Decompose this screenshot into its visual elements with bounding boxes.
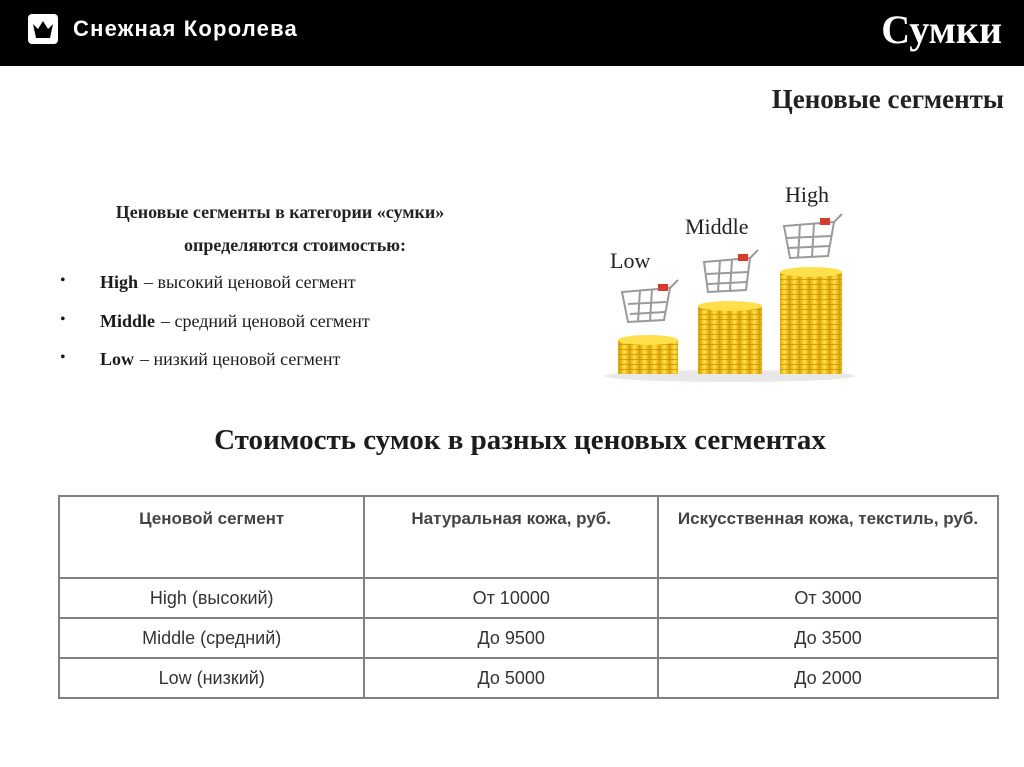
segment-term: Middle xyxy=(100,310,156,331)
bullet-icon: • xyxy=(60,349,66,366)
table-title: Стоимость сумок в разных ценовых сегментах xyxy=(214,424,826,456)
price-segments-illustration xyxy=(600,180,860,385)
table-cell: До 9500 xyxy=(364,618,658,658)
table-cell: До 3500 xyxy=(658,618,998,658)
list-item xyxy=(60,272,370,311)
table-cell: До 2000 xyxy=(658,658,998,698)
table-cell: До 5000 xyxy=(364,658,658,698)
list-item xyxy=(60,311,370,350)
table-cell: От 10000 xyxy=(364,578,658,618)
label-middle: Middle xyxy=(685,214,749,239)
label-high: High xyxy=(785,182,829,207)
section-title: Сумки xyxy=(881,7,1002,52)
label-low: Low xyxy=(610,248,651,273)
header-bar xyxy=(0,0,1024,66)
segment-term: Low xyxy=(100,349,135,369)
intro-text xyxy=(60,202,560,256)
bullet-icon: • xyxy=(60,310,66,328)
brand-logo[interactable] xyxy=(28,14,298,44)
price-table xyxy=(58,495,999,699)
column-header-natural-leather: Натуральная кожа, руб. xyxy=(364,496,658,578)
table-cell: От 3000 xyxy=(658,578,998,618)
table-row xyxy=(59,578,998,618)
segment-list xyxy=(60,272,370,388)
table-cell: High (высокий) xyxy=(59,578,364,618)
list-item xyxy=(60,349,370,388)
coin-stacks-icon xyxy=(600,180,860,385)
column-header-segment: Ценовой сегмент xyxy=(59,496,364,578)
segment-desc: – средний ценовой сегмент xyxy=(161,310,370,331)
brand-name: Снежная Королева xyxy=(73,16,298,41)
crown-icon xyxy=(28,14,58,44)
column-header-faux-leather: Искусственная кожа, текстиль, руб. xyxy=(658,496,998,578)
slide-title: Ценовые сегменты xyxy=(771,84,1004,114)
table-header-row xyxy=(59,496,998,578)
segment-desc: – низкий ценовой сегмент xyxy=(140,349,341,369)
segment-term: High xyxy=(100,272,139,292)
table-cell: Low (низкий) xyxy=(59,658,364,698)
bullet-icon: • xyxy=(60,272,66,289)
segment-desc: – высокий ценовой сегмент xyxy=(144,272,356,292)
table-row xyxy=(59,658,998,698)
table-cell: Middle (средний) xyxy=(59,618,364,658)
intro-line-2: определяются стоимостью: xyxy=(184,235,406,255)
table-row xyxy=(59,618,998,658)
intro-line-1: Ценовые сегменты в категории «сумки» xyxy=(115,202,445,222)
